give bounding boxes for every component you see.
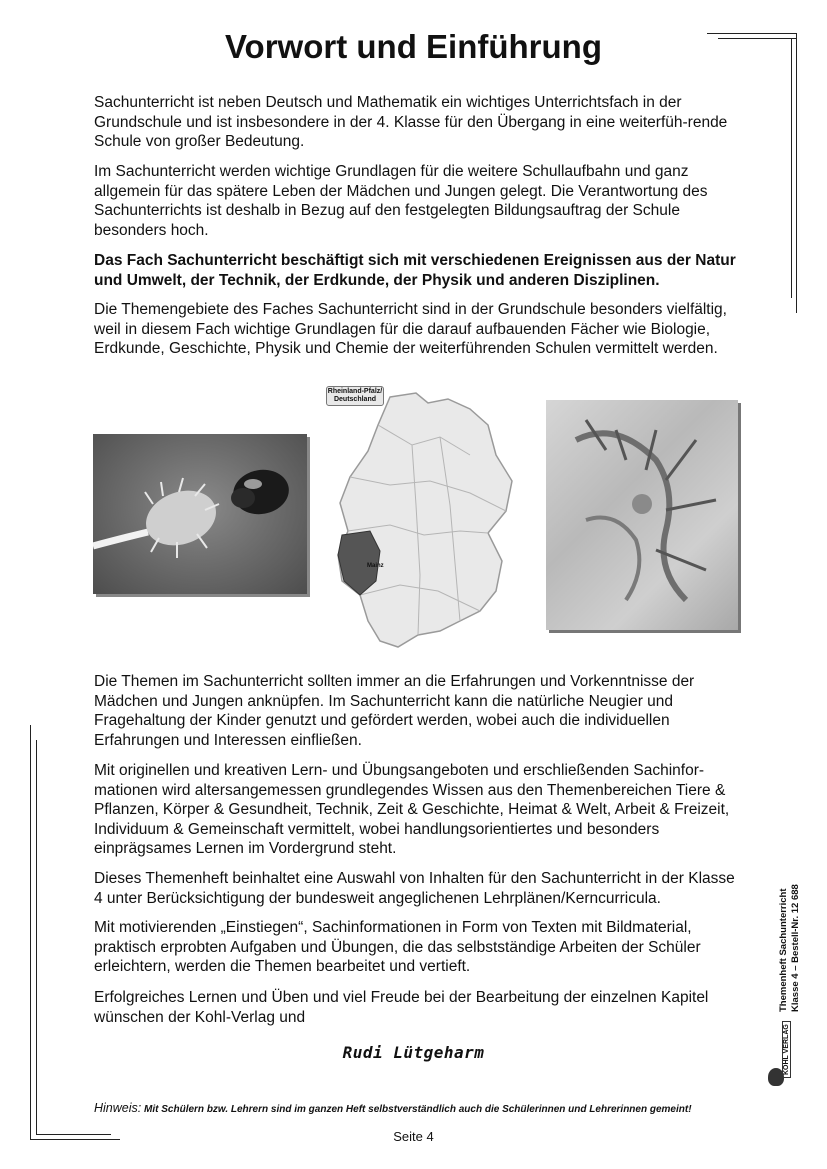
paragraph-6: Mit originellen und kreativen Lern- und Übungsangeboten und erschließenden Sachinfor-mationen wird altersangemessen grundlegendes Wissen aus den Themenbereichen Tiere & Pflanzen, Körper & Gesundheit, Technik, Zeit & Geschichte, Heimat & Welt, Arbeit & Freizeit, Individuum & Gemeinschaft vermittelt, wobei handlungsorientiertes und besonders einprägsames Lernen im Vordergrund steht. <box>94 762 730 858</box>
map-city-label: Mainz <box>367 563 384 569</box>
sidebar-publication-info <box>778 884 802 1012</box>
fossil-illustration <box>546 400 738 630</box>
paragraph-4: Die Themengebiete des Faches Sachunterricht sind in der Grundschule besonders vielfältig, weil in diesem Fach wichtige Grundlagen für die darauf aufbauenden Fächer wie Biologie, Erdkunde, Geschichte, Physik und Chemie der weiterführenden Schulen vermittelt werden. <box>94 301 727 358</box>
beetle-illustration <box>93 434 307 594</box>
fossil-photo <box>546 400 738 630</box>
hint-note <box>94 1101 754 1115</box>
page-number: Seite 4 <box>393 1129 434 1144</box>
hint-text: Mit Schülern bzw. Lehrern sind im ganzen Heft selbstverständlich auch die Schülerinnen und Lehrerinnen gemeint! <box>144 1104 692 1115</box>
paragraph-3: Das Fach Sachunterricht beschäftigt sich mit verschiedenen Ereignissen aus der Natur und Umwelt, der Technik, der Erdkunde, der Physik und anderen Disziplinen. <box>94 252 736 289</box>
page-title: Vorwort und Einführung <box>225 28 602 65</box>
germany-map-outline <box>320 385 530 655</box>
paragraph-5: Die Themen im Sachunterricht sollten immer an die Erfahrungen und Vorkenntnisse der Mädchen und Jungen anknüpfen. Im Sachunterricht kann die natürliche Neugier und Fragehaltung der Kinder genutzt und gefördert werden, wobei auch die individuellen Erfahrungen und Interessen einfließen. <box>94 673 695 749</box>
beetle-photo <box>93 434 307 594</box>
paragraph-7: Dieses Themenheft beinhaltet eine Auswahl von Inhalten für den Sachunterricht in der Klasse 4 unter Berücksichtigung der bundesweit angeglichenen Lehrplänen/Kerncurricula. <box>94 870 735 907</box>
paragraph-2: Im Sachunterricht werden wichtige Grundlagen für die weitere Schullaufbahn und ganz allgemein für das spätere Leben der Mädchen und Jungen gelegt. Die Verantwortung des Sachunterrichts ist deshalb in Bezug auf den festgelegten Bildungsauftrag der Schule besonders hoch. <box>94 163 708 239</box>
corner-line-top-v <box>796 33 797 313</box>
sidebar-order-number: Klasse 4 – Bestell-Nr. 12 688 <box>790 884 801 1012</box>
corner-line-bottom-v <box>30 725 31 1140</box>
hint-label: Hinweis: <box>94 1101 142 1115</box>
paragraph-1: Sachunterricht ist neben Deutsch und Mathematik ein wichtiges Unterrichtsfach in der Grundschule und ist insbesondere in der 4. Klasse für den Übergang in eine weiterfüh-rende Schule von großer Bedeutung. <box>94 94 728 151</box>
paragraph-8: Mit motivierenden „Einstiegen“, Sachinformationen in Form von Texten mit Bildmaterial, praktisch erprobten Aufgaben und Übungen, die das selbstständige Arbeiten der Schüler erleichtern, werden die Themen bearbeitet und vertieft. <box>94 919 701 976</box>
publisher-logo: KOHL VERLAG <box>782 1021 791 1078</box>
corner-line-bottom-v2 <box>36 740 37 1135</box>
corner-line-top-v2 <box>791 38 792 298</box>
sidebar-series-title: Themenheft Sachunterricht <box>778 888 789 1012</box>
author-signature: Rudi Lütgeharm <box>342 1043 485 1062</box>
germany-map <box>320 385 530 655</box>
paragraph-9: Erfolgreiches Lernen und Üben und viel Freude bei der Bearbeitung der einzelnen Kapitel wünschen der Kohl-Verlag und <box>94 989 709 1026</box>
map-region-label: Rheinland-Pfalz/ Deutschland <box>326 386 384 406</box>
